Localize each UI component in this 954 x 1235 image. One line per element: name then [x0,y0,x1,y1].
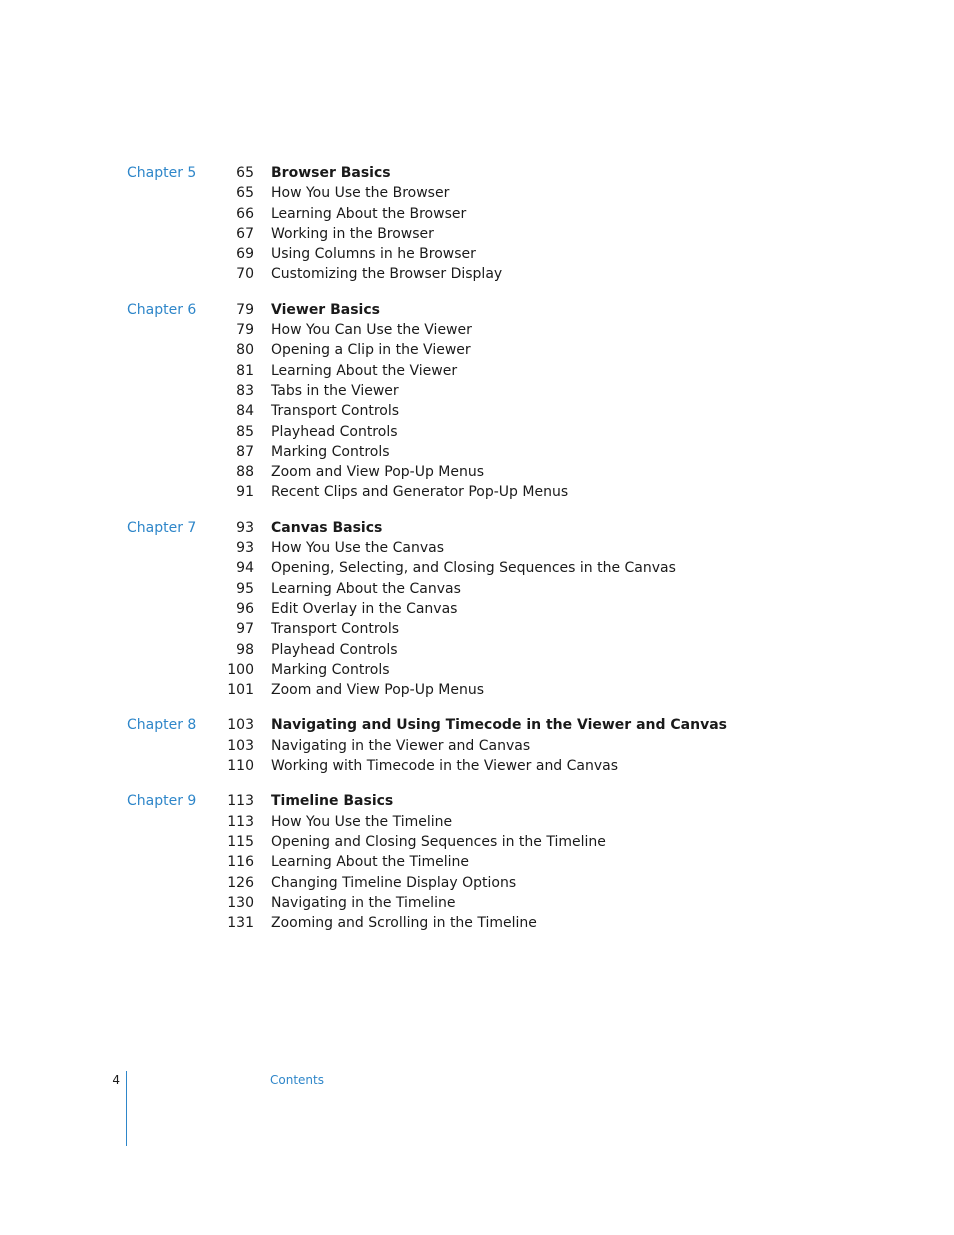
toc-entry[interactable] [0,619,954,639]
page-number: 65 [236,185,254,202]
toc-entry[interactable] [0,462,954,482]
section-title: Playhead Controls [271,641,398,658]
toc-entry[interactable] [0,680,954,700]
toc-entry[interactable] [0,163,954,183]
section-title: Zooming and Scrolling in the Timeline [271,915,537,932]
toc-entry[interactable] [0,381,954,401]
page-number: 66 [236,205,254,222]
toc-entry[interactable] [0,558,954,578]
page-number: 93 [236,519,254,536]
chapter-label[interactable]: Chapter 6 [127,301,197,318]
section-title: Navigating in the Timeline [271,894,456,911]
section-title: Edit Overlay in the Canvas [271,600,458,617]
section-title: Recent Clips and Generator Pop-Up Menus [271,484,569,501]
page-number: 113 [227,813,254,830]
page-number: 91 [236,484,254,501]
chapter-title: Viewer Basics [271,301,380,318]
table-of-contents [0,163,954,948]
page-number: 79 [236,301,254,318]
page-number: 101 [227,682,254,699]
chapter-title: Browser Basics [271,165,391,181]
section-title: Zoom and View Pop-Up Menus [271,464,485,481]
section-title: Opening, Selecting, and Closing Sequences in the Canvas [271,560,676,577]
section-title: How You Use the Canvas [271,540,444,557]
chapter-label[interactable]: Chapter 5 [127,165,197,181]
section-title: Working with Timecode in the Viewer and Canvas [271,758,619,775]
section-title: Transport Controls [271,403,400,420]
chapter-7 [0,518,954,701]
toc-entry[interactable] [0,736,954,756]
page-number: 131 [227,915,254,932]
toc-entry[interactable] [0,852,954,872]
toc-entry[interactable] [0,361,954,381]
toc-entry[interactable] [0,204,954,224]
chapter-9 [0,791,954,933]
section-title: How You Can Use the Viewer [271,322,472,339]
toc-entry[interactable] [0,442,954,462]
page-number: 100 [227,661,254,678]
chapter-5 [0,163,954,285]
toc-entry[interactable] [0,791,954,811]
page-number: 65 [236,165,254,181]
page-number: 69 [236,246,254,263]
section-title: Using Columns in he Browser [271,246,476,263]
page-number: 126 [227,874,254,891]
page-number: 98 [236,641,254,658]
page-number: 80 [236,342,254,359]
toc-entry[interactable] [0,224,954,244]
page-number: 113 [227,793,254,810]
footer-section-title: Contents [270,1073,324,1087]
section-title: Opening a Clip in the Viewer [271,342,471,359]
page-number: 110 [227,758,254,775]
section-title: Marking Controls [271,661,390,678]
page-number: 103 [227,737,254,754]
section-title: Tabs in the Viewer [271,382,399,399]
section-title: Transport Controls [271,621,400,638]
toc-entry[interactable] [0,715,954,735]
toc-entry[interactable] [0,300,954,320]
page-number: 84 [236,403,254,420]
chapter-title: Navigating and Using Timecode in the Viewer and Canvas [271,717,727,734]
toc-entry[interactable] [0,913,954,933]
chapter-label[interactable]: Chapter 9 [127,793,197,810]
toc-entry[interactable] [0,756,954,776]
page-number: 130 [227,894,254,911]
section-title: Working in the Browser [271,225,434,242]
section-title: Customizing the Browser Display [271,266,503,283]
page-number: 95 [236,580,254,597]
page-number: 97 [236,621,254,638]
toc-entry[interactable] [0,893,954,913]
toc-entry[interactable] [0,518,954,538]
page-number: 70 [236,266,254,283]
toc-entry[interactable] [0,244,954,264]
page-number: 85 [236,423,254,440]
section-title: Learning About the Browser [271,205,467,222]
page-number: 115 [227,833,254,850]
toc-entry[interactable] [0,401,954,421]
footer-page-number: 4 [112,1073,120,1087]
chapter-title: Timeline Basics [271,793,394,810]
toc-entry[interactable] [0,320,954,340]
page-number: 96 [236,600,254,617]
page-number: 87 [236,443,254,460]
chapter-title: Canvas Basics [271,519,383,536]
section-title: How You Use the Browser [271,185,450,202]
footer-rule [126,1071,127,1146]
chapter-8 [0,715,954,776]
toc-entry[interactable] [0,640,954,660]
section-title: Navigating in the Viewer and Canvas [271,737,531,754]
toc-entry[interactable] [0,579,954,599]
page-number: 67 [236,225,254,242]
page-number: 94 [236,560,254,577]
section-title: Changing Timeline Display Options [271,874,517,891]
toc-entry[interactable] [0,873,954,893]
toc-entry[interactable] [0,599,954,619]
toc-entry[interactable] [0,340,954,360]
page-number: 103 [227,717,254,734]
toc-entry[interactable] [0,660,954,680]
section-title: Learning About the Viewer [271,362,458,379]
page-number: 81 [236,362,254,379]
page-number: 116 [227,854,254,871]
page-number: 83 [236,382,254,399]
toc-entry[interactable] [0,538,954,558]
toc-entry[interactable] [0,183,954,203]
page-number: 93 [236,540,254,557]
toc-entry[interactable] [0,812,954,832]
toc-entry[interactable] [0,422,954,442]
section-title: Learning About the Canvas [271,580,461,597]
section-title: Marking Controls [271,443,390,460]
section-title: How You Use the Timeline [271,813,453,830]
page-number: 79 [236,322,254,339]
section-title: Opening and Closing Sequences in the Timeline [271,833,606,850]
section-title: Playhead Controls [271,423,398,440]
toc-entry[interactable] [0,832,954,852]
chapter-6 [0,300,954,503]
toc-entry[interactable] [0,482,954,502]
toc-entry[interactable] [0,264,954,284]
section-title: Learning About the Timeline [271,854,470,871]
chapter-label[interactable]: Chapter 7 [127,519,197,536]
page-number: 88 [236,464,254,481]
section-title: Zoom and View Pop-Up Menus [271,682,485,699]
chapter-label[interactable]: Chapter 8 [127,717,197,734]
